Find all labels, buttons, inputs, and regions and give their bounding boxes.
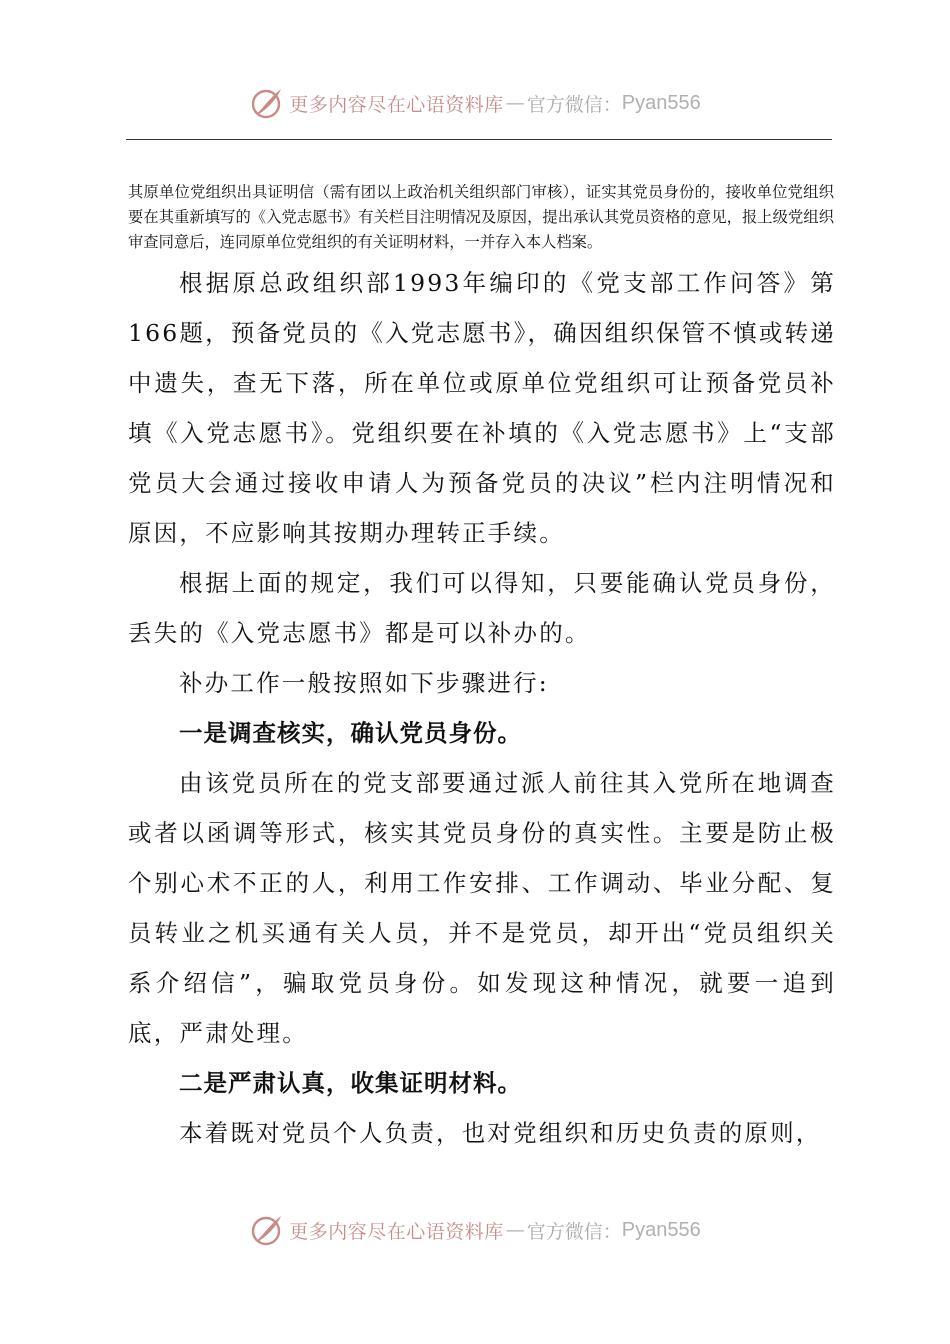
paragraph-2: 根据上面的规定，我们可以得知，只要能确认党员身份，丢失的《入党志愿书》都是可以补办的。 <box>128 569 836 647</box>
heading-step-1: 一是调查核实，确认党员身份。 <box>179 719 522 747</box>
watermark-brand: 更多内容尽在心语资料库 <box>289 1220 504 1243</box>
document-body <box>128 258 836 1158</box>
header-watermark <box>0 83 950 123</box>
header-divider <box>126 139 832 140</box>
paragraph-4: 由该党员所在的党支部要通过派人前往其入党所在地调查或者以函调等形式，核实其党员身份的真实性。主要是防止极个别心术不正的人，利用工作安排、工作调动、毕业分配、复员转业之机买通有关人员，并不是党员，却开出“党员组织关系介绍信”，骗取党员身份。如发现这种情况，就要一追到底，严肃处理。 <box>128 769 836 1047</box>
quill-logo-icon <box>249 1212 285 1248</box>
watermark-brand: 更多内容尽在心语资料库 <box>289 93 504 116</box>
heading-step-2: 二是严肃认真，收集证明材料。 <box>179 1069 522 1097</box>
paragraph-3: 补办工作一般按照如下步骤进行: <box>179 669 549 697</box>
watermark-wechat-label: 官方微信： <box>526 93 622 116</box>
paragraph-5: 本着既对党员个人负责，也对党组织和历史负责的原则， <box>179 1119 822 1147</box>
watermark-wechat-id: Pyan556 <box>621 1218 701 1241</box>
continued-note: 其原单位党组织出具证明信（需有团以上政治机关组织部门审核），证实其党员身份的，接收单位党组织要在其重新填写的《入党志愿书》有关栏目注明情况及原因，提出承认其党员资格的意见，报上级党组织审查同意后，连同原单位党组织的有关证明材料，一并存入本人档案。 <box>128 183 834 251</box>
watermark-wechat-label: 官方微信： <box>526 1220 622 1243</box>
quill-logo-icon <box>249 85 285 121</box>
paragraph-1: 根据原总政组织部1993年编印的《党支部工作问答》第166题，预备党员的《入党志愿书》，确因组织保管不慎或转递中遗失，查无下落，所在单位或原单位党组织可让预备党员补填《入党志愿书》。党组织要在补填的《入党志愿书》上“支部党员大会通过接收申请人为预备党员的决议”栏内注明情况和原因，不应影响其按期办理转正手续。 <box>128 269 836 547</box>
footer-watermark <box>0 1210 950 1250</box>
watermark-separator: — <box>505 92 525 114</box>
watermark-wechat-id: Pyan556 <box>621 91 701 114</box>
watermark-separator: — <box>505 1219 525 1241</box>
